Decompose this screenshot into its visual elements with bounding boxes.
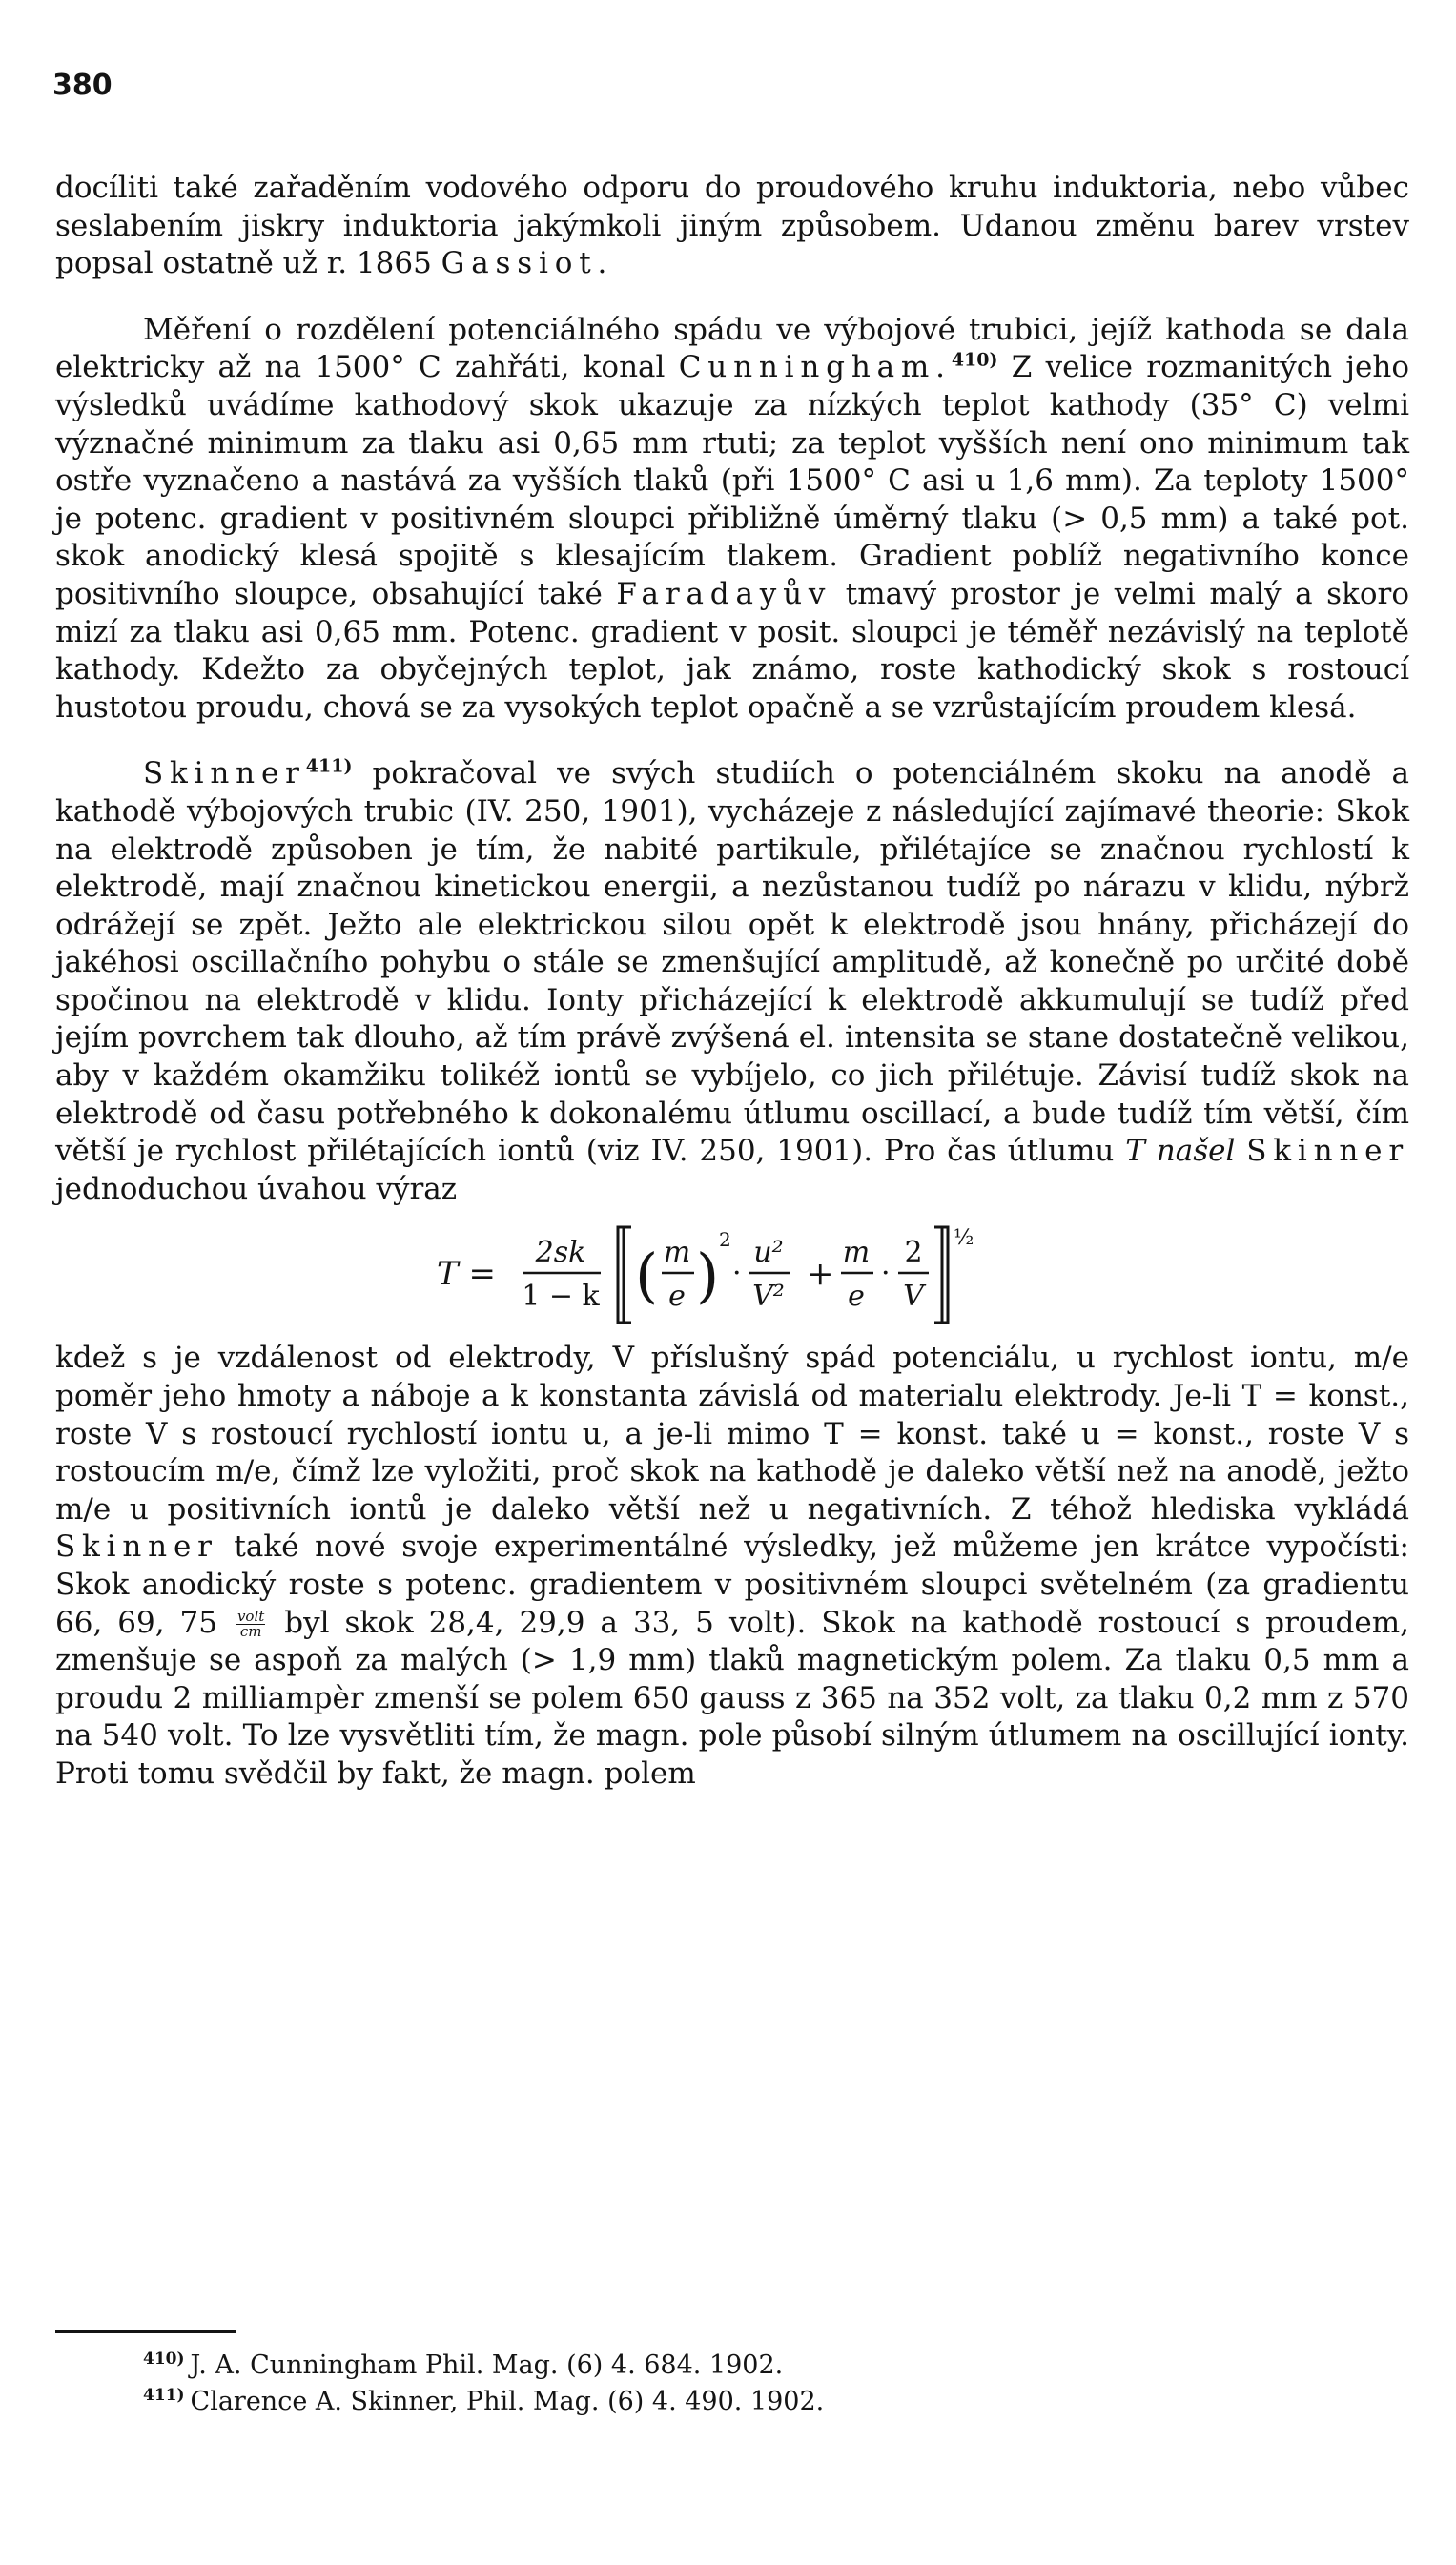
unit-volt: volt — [236, 1607, 265, 1625]
t-nasel: T našel — [1125, 1134, 1236, 1169]
formula-e-2: e — [848, 1280, 865, 1314]
footnotes — [143, 2348, 1335, 2420]
formula-u2: u² — [753, 1236, 784, 1270]
paragraph-gap — [55, 283, 1409, 312]
author-gassiot: Gassiot. — [441, 246, 614, 281]
formula-coef-num: 2sk — [535, 1236, 586, 1270]
formula-e: e — [668, 1280, 686, 1314]
paragraph-4-continued: také nové svoje experimentálné výsledky, jež můžeme jen krátce vypočísti: Skok anodický roste s potenc. gradientem v positivném sloupci světelném (za gradientu 66, 69, 75 — [55, 1529, 1410, 1640]
paragraph-4-text: kdež s je vzdálenost od elektrody, V příslušný spád potenciálu, u rychlost iontu, m/e poměr jeho hmoty a náboje a k konstanta závislá od materialu elektrody. Je-li T = konst., roste V s rostoucí rychlostí iontu u, a je-li mimo T = konst. také u = konst., roste V s rostoucím m/e, čímž lze vyložiti, proč skok na kathodě je daleko větší než na anodě, ježto m/e u positivních iontů je daleko větší než u negativních. Z téhož hlediska vykládá — [55, 1341, 1409, 1527]
footnote-text: Clarence A. Skinner, Phil. Mag. (6) 4. 490. 1902. — [190, 2387, 825, 2416]
footnote-411 — [143, 2384, 1335, 2420]
footnote-ref-410[interactable]: 410) — [951, 350, 998, 372]
footnote-rule — [55, 2330, 236, 2333]
author-skinner: Skinner — [143, 756, 306, 791]
body-text — [55, 170, 1409, 1794]
paragraph-4-end: byl skok 28,4, 29,9 a 33, 5 volt). Skok na kathodě rostoucí s proudem, zmenšuje se aspoň za malých (> 1,9 mm) tlaků magnetickým polem. Za tlaku 0,5 mm a proudu 2 milliampèr zmenší se polem 650 gauss z 365 na 352 volt, za tlaku 0,2 mm z 570 na 540 volt. To lze vysvětliti tím, že magn. pole působí silným útlumem na oscillující ionty. Proti tomu svědčil by fakt, že magn. polem — [55, 1605, 1409, 1791]
unit-volt-per-cm — [236, 1607, 265, 1640]
formula-exponent-half: ½ — [954, 1226, 974, 1251]
paragraph-gap — [55, 727, 1409, 755]
paragraph-2 — [55, 312, 1409, 728]
page-number: 380 — [52, 69, 113, 102]
footnote-mark: 410) — [143, 2350, 185, 2369]
author-skinner-3: Skinner — [55, 1529, 218, 1565]
paragraph-4 — [55, 1340, 1409, 1793]
paragraph-3-text: pokračoval ve svých studiích o potenciálném skoku na anodě a kathodě výbojových trubic (IV. 250, 1901), vycházeje z následující zajímavé theorie: Skok na elektrodě způsoben je tím, že nabité partikule, přilétajíce se značnou rychlostí k elektrodě, mají značnou kinetickou energii, a nezůstanou tudíž po nárazu v klidu, nýbrž odrážejí se zpět. Ježto ale elektrickou silou opět k elektrodě jsou hnány, přicházejí do jakéhosi oscillačního pohybu o stále se zmenšující amplitudě, až konečně po určité době spočinou na elektrodě v klidu. Ionty přicházející k elektrodě akkumulují se tudíž před jejím povrchem tak dlouho, až tím právě zvýšená el. intensita se stane dostatečně velikou, aby v každém okamžiku tolikéž iontů se vybíjelo, co jich přilétuje. Závisí tudíž skok na elektrodě od času potřebného k dokonalému útlumu oscillací, a bude tudíž tím větší, čím větší je rychlost přilétajících iontů (viz IV. 250, 1901). Pro čas útlumu — [55, 756, 1409, 1169]
footnote-mark: 411) — [143, 2386, 185, 2405]
footnote-410 — [143, 2348, 1335, 2384]
footnote-text: J. A. Cunningham Phil. Mag. (6) 4. 684. 1902. — [190, 2350, 784, 2380]
formula-m: m — [663, 1236, 691, 1270]
formula-svg — [437, 1216, 1028, 1334]
formula-dot-2: · — [881, 1257, 891, 1291]
paragraph-2-text: Měření o rozdělení potenciálného spádu ve výbojové trubici, jejíž kathoda se dala elektricky až na 1500° C zahřáti, konal — [55, 312, 1409, 385]
paragraph-1-text: docíliti také zařaděním vodového odporu do proudového kruhu induktoria, nebo vůbec seslabením jiskry induktoria jakýmkoli jiným způsobem. Udanou změnu barev vrstev popsal ostatně už r. 1865 — [55, 171, 1409, 281]
formula-bracket-right-inner — [934, 1227, 942, 1323]
unit-cm: cm — [239, 1622, 262, 1640]
author-cunningham: Cunningham. — [678, 350, 952, 385]
formula-v2: V² — [752, 1280, 785, 1314]
footnote-ref-411[interactable]: 411) — [305, 755, 353, 777]
author-faraday: Faradayův — [616, 576, 832, 611]
author-skinner-2: Skinner — [1246, 1134, 1409, 1169]
paragraph-1 — [55, 170, 1409, 283]
paragraph-3-end: jednoduchou úvahou výraz — [55, 1171, 458, 1206]
paragraph-2-end: tmavý prostor je velmi malý a skoro mizí za tlaku asi 0,65 mm. Potenc. gradient v posit. sloupci je téměř nezávislý na teplotě kathody. Kdežto za obyčejných teplot, jak známo, roste kathodický skok s rostoucí hustotou proudu, chová se za vysokých teplot opačně a se vzrůstajícím proudem klesá. — [55, 576, 1409, 725]
formula-two: 2 — [904, 1236, 923, 1270]
formula-v: V — [903, 1280, 924, 1314]
formula-paren-open: ( — [635, 1241, 659, 1311]
paragraph-3 — [55, 755, 1409, 1208]
formula-square: 2 — [719, 1228, 731, 1252]
paragraph-2-continued: Z velice rozmanitých jeho výsledků uvádíme kathodový skok ukazuje za nízkých teplot kathody (35° C) velmi význačné minimum za tlaku asi 0,65 mm rtuti; za teplot vyšších není ono minimum tak ostře vyznačeno a nastává za vyšších tlaků (při 1500° C asi u 1,6 mm). Za teploty 1500° je potenc. gradient v positivném sloupci přibližně úměrný tlaku (> 0,5 mm) a také pot. skok anodický klesá spojitě s klesajícím tlakem. Gradient poblíž negativního konce positivního sloupce, obsahující také — [55, 350, 1410, 611]
formula-paren-close: ) — [696, 1241, 720, 1311]
formula-m-2: m — [842, 1236, 871, 1270]
formula-bracket-left-inner — [624, 1227, 631, 1323]
formula-plus: + — [807, 1255, 834, 1294]
formula-dot-1: · — [732, 1257, 742, 1291]
formula — [55, 1216, 1409, 1334]
formula-lhs: T = — [437, 1255, 496, 1294]
formula-coef-den: 1 − k — [522, 1280, 600, 1314]
